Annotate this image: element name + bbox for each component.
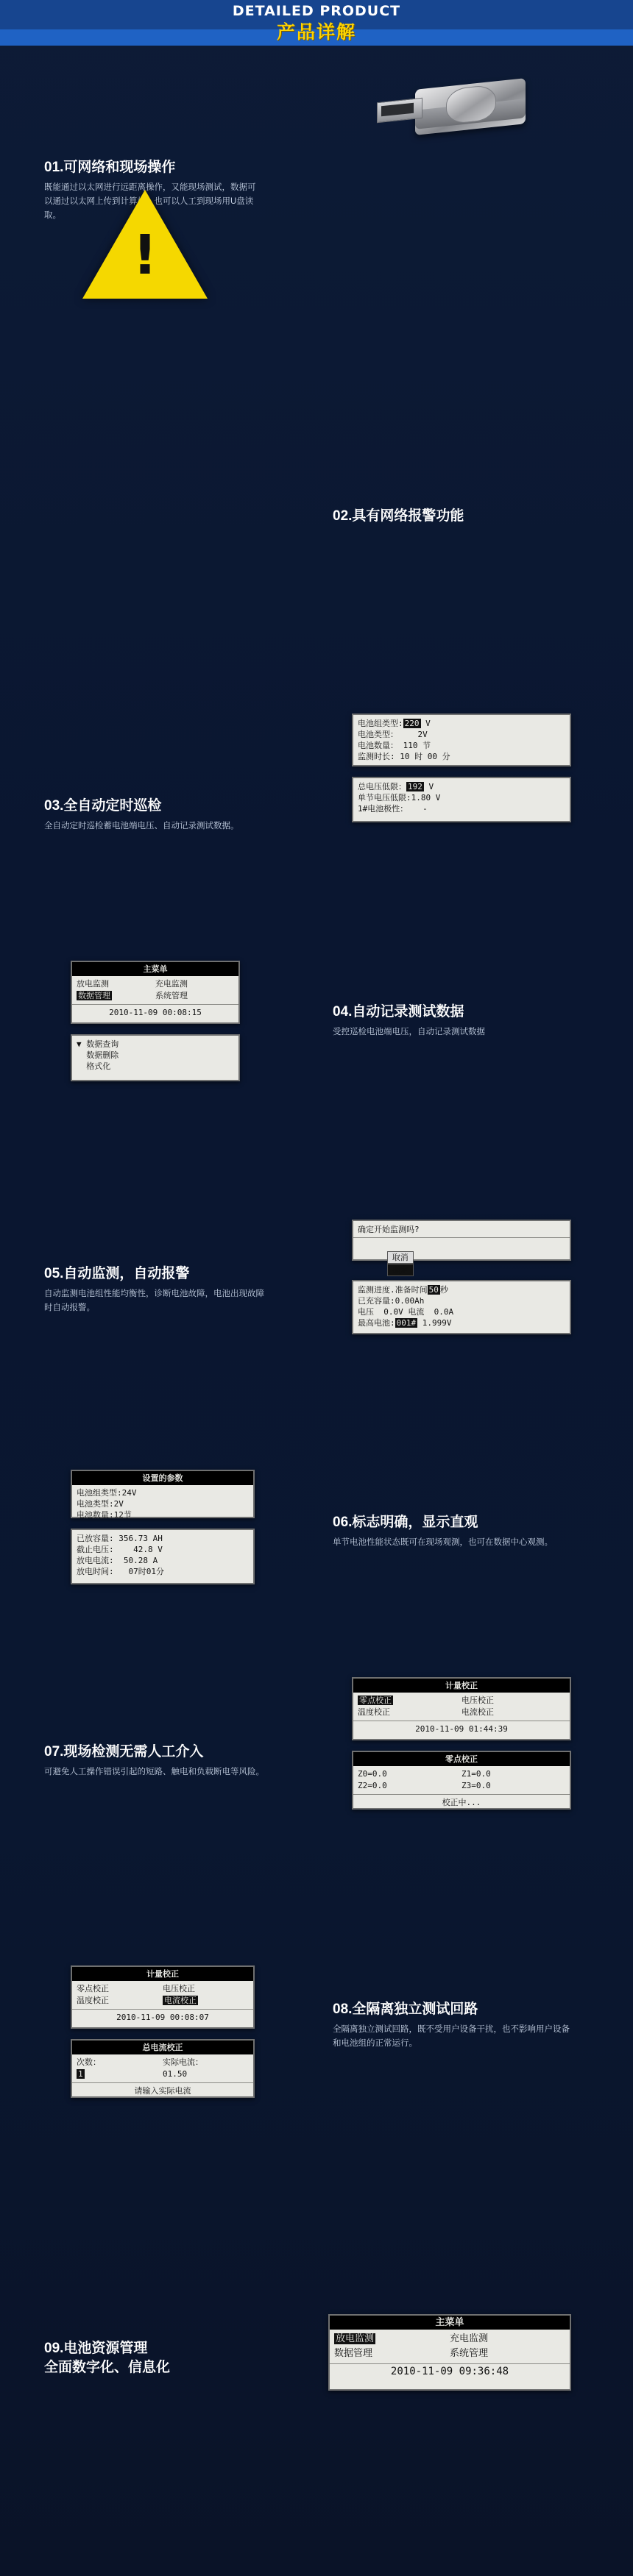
lcd-datetime: 2010-11-09 01:44:39 bbox=[415, 1724, 508, 1734]
lcd-row: 放电时间: 07时01分 bbox=[77, 1567, 164, 1576]
section-08-title: 08.全隔离独立测试回路 bbox=[333, 2002, 478, 2017]
lcd-zero-z1: Z1=0.0 bbox=[462, 1769, 491, 1779]
lcd-menu-item-system[interactable]: 系统管理 bbox=[450, 2348, 489, 2359]
page-header bbox=[0, 0, 633, 46]
lcd-menu-item-discharge[interactable]: 放电监测 bbox=[77, 979, 109, 989]
lcd-datetime: 2010-11-09 09:36:48 bbox=[390, 2366, 509, 2377]
section-05-text: 自动监测电池组性能均衡性，诊断电池故障，电池出现故障时自动报警。 bbox=[44, 1289, 264, 1312]
lcd-monitor-status bbox=[352, 1280, 571, 1334]
lcd-menu-item-format[interactable]: 格式化 bbox=[77, 1061, 111, 1071]
lcd-battery-params-bottom bbox=[352, 777, 571, 822]
section-03-text: 全自动定时巡检蓄电池端电压、自动记录测试数据。 bbox=[44, 822, 239, 830]
section-02-title: 02.具有网络报警功能 bbox=[333, 508, 464, 524]
lcd-divider bbox=[72, 1004, 238, 1005]
lcd-menu-row bbox=[77, 1995, 249, 2007]
section-06-title: 06.标志明确，显示直观 bbox=[333, 1515, 478, 1530]
lcd-divider bbox=[330, 2363, 570, 2364]
lcd-zero-z2: Z2=0.0 bbox=[358, 1781, 387, 1790]
lcd-menu-item-delete[interactable]: 数据删除 bbox=[77, 1050, 119, 1060]
lcd-data-query-menu bbox=[71, 1034, 240, 1081]
lcd-cal-item-current[interactable]: 电流校正 bbox=[164, 1996, 197, 2005]
lcd-row: 已充容量:0.00Ah bbox=[358, 1296, 425, 1306]
lcd-zero-row bbox=[358, 1768, 565, 1780]
lcd-cal-item-zero[interactable]: 零点校正 bbox=[77, 1984, 109, 1993]
lcd-divider bbox=[72, 2082, 253, 2083]
lcd-calibration-header: 计量校正 bbox=[72, 1967, 253, 1981]
lcd-row: 单节电压低限:1.80 V bbox=[358, 793, 441, 803]
lcd-current-count-value[interactable]: 1 bbox=[78, 2069, 83, 2079]
lcd-current-count-label: 次数： bbox=[77, 2057, 101, 2067]
section-03-title: 03.全自动定时巡检 bbox=[44, 798, 162, 814]
lcd-current-row bbox=[77, 2068, 249, 2080]
lcd-calibration-1-sub bbox=[352, 1751, 571, 1810]
section-09-title-line1: 09.电池资源管理 bbox=[44, 2341, 148, 2356]
section-01-title: 01.可网络和现场操作 bbox=[44, 160, 176, 175]
lcd-setting-params-bottom bbox=[71, 1529, 255, 1584]
lcd-row: 1#电池极性： - bbox=[358, 804, 428, 814]
lcd-calibration-2 bbox=[71, 1965, 255, 2029]
lcd-menu-item-charge[interactable]: 充电监测 bbox=[155, 979, 188, 989]
lcd-calibration-1 bbox=[352, 1677, 571, 1740]
lcd-row: 总电压低限： 192 V bbox=[358, 782, 434, 791]
section-09-title-line2: 全面数字化、信息化 bbox=[44, 2360, 171, 2375]
lcd-main-menu-header: 主菜单 bbox=[72, 962, 238, 976]
lcd-menu-item-charge[interactable]: 充电监测 bbox=[450, 2333, 489, 2344]
lcd-setting-header: 设置的参数 bbox=[72, 1471, 253, 1485]
lcd-menu-row bbox=[77, 978, 234, 990]
lcd-row: 电压 0.0V 电流 0.0A bbox=[358, 1307, 454, 1317]
lcd-row: 最高电池: 001# 1.999V bbox=[358, 1318, 452, 1328]
lcd-datetime: 2010-11-09 00:08:07 bbox=[116, 2013, 209, 2022]
lcd-sub-header: 零点校正 bbox=[353, 1752, 570, 1766]
lcd-row: 电池组类型:24V bbox=[77, 1488, 137, 1498]
warning-triangle-icon bbox=[82, 190, 208, 300]
lcd-battery-params-top bbox=[352, 714, 571, 766]
lcd-current-actual-value[interactable]: 01.50 bbox=[163, 2069, 188, 2079]
section-05-title: 05.自动监测，自动报警 bbox=[44, 1266, 190, 1281]
lcd-confirm-dialog bbox=[352, 1220, 571, 1275]
lcd-menu-item-data[interactable]: 数据管理 bbox=[334, 2348, 373, 2359]
lcd-menu-item-data[interactable]: 数据管理 bbox=[78, 991, 110, 1000]
lcd-row: 电池数量： 110 节 bbox=[358, 741, 431, 750]
lcd-divider bbox=[353, 1237, 570, 1238]
lcd-cal-item-voltage[interactable]: 电压校正 bbox=[462, 1696, 494, 1705]
section-01-text: 既能通过以太网进行远距离操作，又能现场测试，数据可以通过以太网上传到计算机，也可以人工到现场用U盘读取。 bbox=[44, 183, 256, 220]
lcd-row: 监测时长: 10 时 00 分 bbox=[358, 752, 450, 761]
lcd-cal-item-temp[interactable]: 温度校正 bbox=[77, 1996, 109, 2005]
lcd-main-menu-1 bbox=[71, 961, 240, 1024]
header-title-cn: 产品详解 bbox=[276, 22, 356, 43]
lcd-calibration-header: 计量校正 bbox=[353, 1679, 570, 1693]
lcd-setting-params-top bbox=[71, 1470, 255, 1518]
section-09-title bbox=[44, 2339, 265, 2377]
lcd-divider bbox=[72, 2009, 253, 2010]
lcd-menu-item-system[interactable]: 系统管理 bbox=[155, 991, 188, 1000]
lcd-zero-z0: Z0=0.0 bbox=[358, 1769, 387, 1779]
lcd-zero-z3: Z3=0.0 bbox=[462, 1781, 491, 1790]
lcd-menu-item-query[interactable]: ▼ 数据查询 bbox=[77, 1039, 119, 1049]
lcd-cal-item-voltage[interactable]: 电压校正 bbox=[163, 1984, 195, 1993]
lcd-zero-row bbox=[358, 1780, 565, 1792]
lcd-divider bbox=[353, 1794, 570, 1795]
lcd-row: 电池类型:2V bbox=[77, 1499, 124, 1509]
lcd-row: 电池类型： 2V bbox=[358, 730, 428, 739]
lcd-row: 监测进度.准备时间 50 秒 bbox=[358, 1285, 448, 1295]
lcd-row: 放电电流: 50.28 A bbox=[77, 1556, 158, 1565]
lcd-cal-item-temp[interactable]: 温度校正 bbox=[358, 1707, 390, 1717]
lcd-menu-row bbox=[77, 1983, 249, 1995]
usb-drive-illustration bbox=[367, 71, 551, 152]
lcd-menu-row bbox=[358, 1695, 565, 1707]
lcd-current-row bbox=[77, 2057, 249, 2068]
lcd-calibration-2-sub bbox=[71, 2039, 255, 2098]
lcd-cal-item-zero[interactable]: 零点校正 bbox=[359, 1696, 392, 1705]
lcd-confirm-question: 确定开始监测吗? bbox=[358, 1225, 420, 1234]
lcd-footer: 校正中... bbox=[442, 1798, 481, 1807]
lcd-menu-item-discharge[interactable]: 放电监测 bbox=[336, 2333, 375, 2344]
lcd-sub-header: 总电流校正 bbox=[72, 2040, 253, 2054]
lcd-menu-row bbox=[77, 990, 234, 1002]
lcd-datetime: 2010-11-09 00:08:15 bbox=[109, 1008, 202, 1017]
lcd-cal-item-current[interactable]: 电流校正 bbox=[462, 1707, 494, 1717]
lcd-main-menu-header: 主菜单 bbox=[330, 2316, 570, 2330]
lcd-menu-row bbox=[334, 2346, 565, 2361]
section-08-text: 全隔离独立测试回路，既不受用户设备干扰，也不影响用户设备和电池组的正常运行。 bbox=[333, 2025, 570, 2048]
lcd-row: 电池组类型: 220 V bbox=[358, 719, 431, 728]
lcd-row: 已放容量: 356.73 AH bbox=[77, 1534, 163, 1543]
lcd-row: 电池数量:12节 bbox=[77, 1510, 132, 1520]
lcd-footer: 请输入实际电流 bbox=[134, 2086, 191, 2096]
lcd-main-menu-2 bbox=[328, 2314, 571, 2391]
lcd-current-actual-label: 实际电流： bbox=[163, 2057, 203, 2067]
header-title-en: DETAILED PRODUCT bbox=[232, 3, 401, 19]
lcd-confirm-button[interactable]: 确定 bbox=[387, 1264, 414, 1276]
lcd-menu-row bbox=[358, 1707, 565, 1718]
lcd-cancel-button[interactable]: 取消 bbox=[387, 1251, 414, 1264]
section-04-title: 04.自动记录测试数据 bbox=[333, 1004, 464, 1020]
lcd-menu-row bbox=[334, 2332, 565, 2346]
section-06-text: 单节电池性能状态既可在现场观测，也可在数据中心观测。 bbox=[333, 1538, 553, 1547]
warning-exclamation: ! bbox=[132, 224, 158, 287]
section-07-text: 可避免人工操作错误引起的短路、触电和负载断电等风险。 bbox=[44, 1768, 264, 1776]
lcd-row: 截止电压: 42.8 V bbox=[77, 1545, 163, 1554]
section-07-title: 07.现场检测无需人工介入 bbox=[44, 1744, 204, 1760]
section-04-text: 受控巡检电池端电压，自动记录测试数据 bbox=[333, 1028, 485, 1036]
